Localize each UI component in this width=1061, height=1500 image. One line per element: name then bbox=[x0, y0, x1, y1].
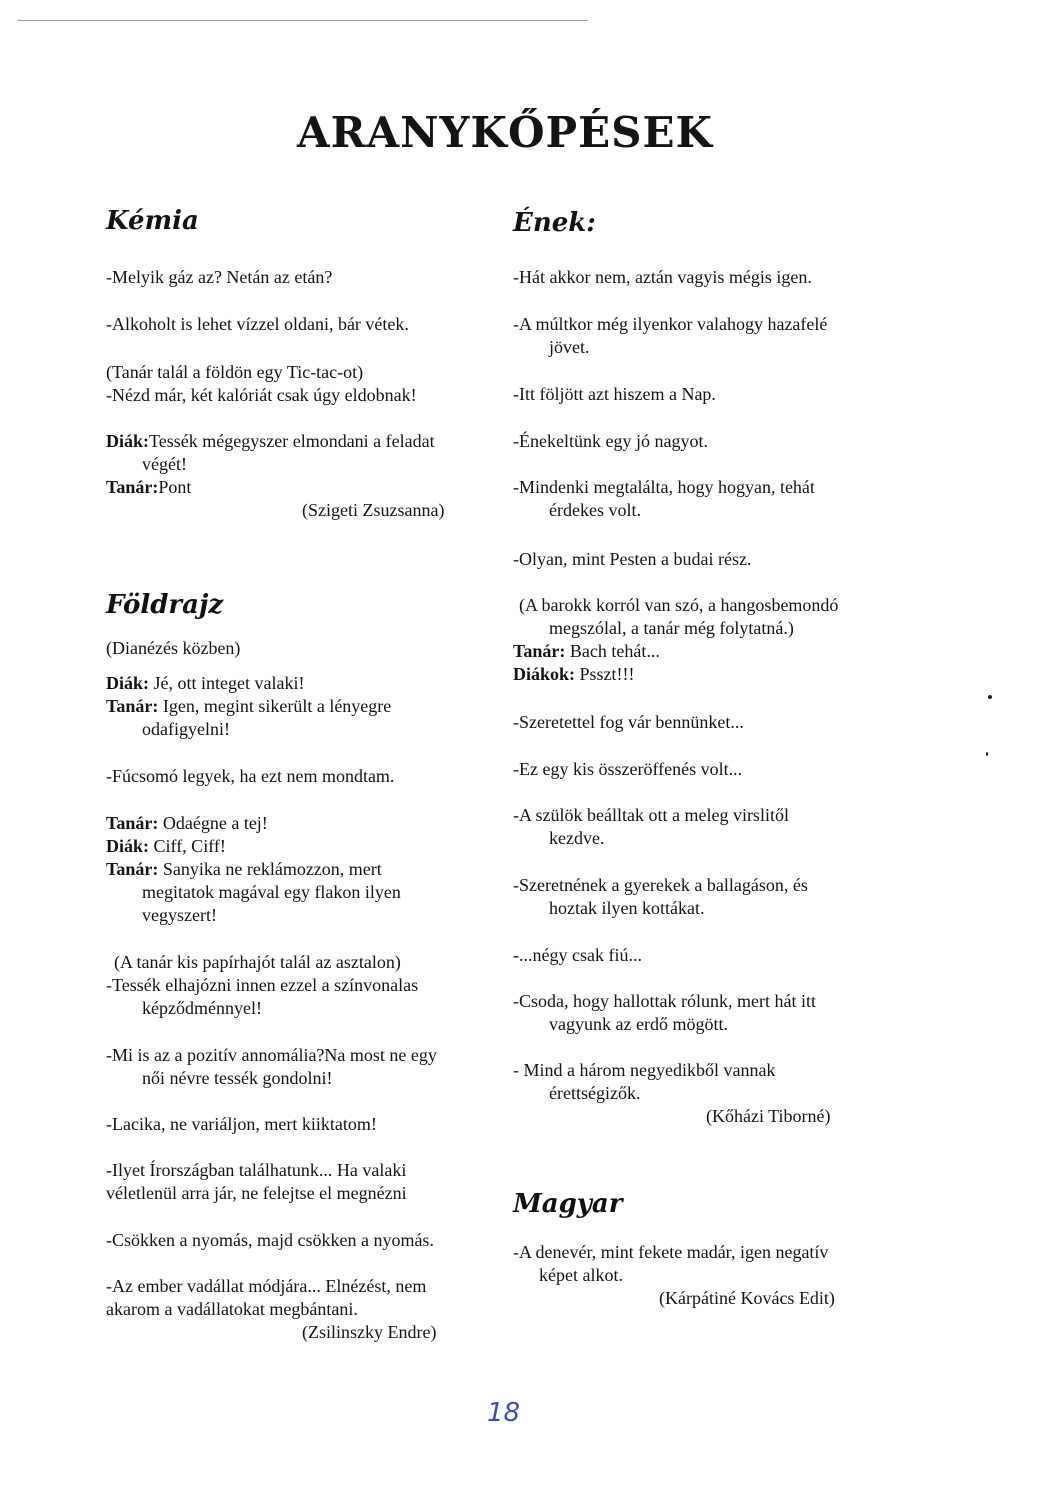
speaker-label: Diák: bbox=[106, 431, 150, 451]
author-signature: (Szigeti Zsuzsanna) bbox=[302, 500, 445, 520]
quote-line: kezdve. bbox=[549, 828, 605, 848]
speaker-label: Diák: bbox=[106, 673, 150, 693]
speech-text: Odaégne a tej! bbox=[158, 813, 268, 833]
quote-line: (A barokk korról van szó, a hangosbemondó bbox=[519, 595, 839, 615]
quote-line: megszólal, a tanár még folytatná.) bbox=[549, 618, 794, 638]
quote-line: -Tessék elhajózni innen ezzel a színvonalas bbox=[106, 975, 419, 995]
quote-line: vagyunk az erdő mögött. bbox=[549, 1014, 728, 1034]
scan-speck bbox=[988, 695, 992, 699]
speaker-label: Tanár: bbox=[106, 859, 159, 879]
quote-line: -Mindenki megtalálta, hogy hogyan, tehát bbox=[513, 477, 815, 497]
quote-line: érettségizők. bbox=[549, 1083, 641, 1103]
quote-line: (A tanár kis papírhajót talál az asztalon) bbox=[114, 952, 401, 972]
speech-text: Sanyika ne reklámozzon, mert bbox=[158, 859, 382, 879]
speaker-label: Tanár: bbox=[513, 641, 566, 661]
speaker-label: Tanár: bbox=[106, 477, 159, 497]
author-signature: (Kárpátiné Kovács Edit) bbox=[659, 1288, 835, 1308]
quote-line: jövet. bbox=[549, 337, 590, 357]
quote-line: -Ilyet Írországban találhatunk... Ha valaki bbox=[106, 1160, 407, 1180]
dialogue-line bbox=[106, 695, 391, 717]
quote-line: hoztak ilyen kottákat. bbox=[549, 898, 705, 918]
quote-line: -Csoda, hogy hallottak rólunk, mert hát itt bbox=[513, 991, 816, 1011]
quote-line: -A denevér, mint fekete madár, igen negatív bbox=[513, 1242, 829, 1262]
quote-line: -Szeretnének a gyerekek a ballagáson, és bbox=[513, 875, 808, 895]
scan-speck bbox=[986, 752, 988, 756]
quote-line: (Tanár talál a földön egy Tic-tac-ot) bbox=[106, 362, 364, 382]
dialogue-line bbox=[106, 812, 268, 834]
quote-line: odafigyelni! bbox=[142, 719, 230, 739]
dialogue-line bbox=[106, 858, 382, 880]
speaker-label: Diákok: bbox=[513, 664, 576, 684]
quote-line: végét! bbox=[142, 454, 187, 474]
speech-text: Tessék mégegyszer elmondani a feladat bbox=[149, 431, 435, 451]
dialogue-line bbox=[106, 476, 191, 498]
quote-line: -Nézd már, két kalóriát csak úgy eldobnak! bbox=[106, 385, 417, 405]
dialogue-line bbox=[513, 640, 660, 662]
quote-line: -Olyan, mint Pesten a budai rész. bbox=[513, 549, 752, 569]
quote-line: képződménnyel! bbox=[142, 998, 262, 1018]
quote-line: -Csökken a nyomás, majd csökken a nyomás. bbox=[106, 1230, 434, 1250]
speech-text: Bach tehát... bbox=[565, 641, 660, 661]
speaker-label: Diák: bbox=[106, 836, 150, 856]
quote-line: -Itt följött azt hiszem a Nap. bbox=[513, 384, 716, 404]
quote-line: -Melyik gáz az? Netán az etán? bbox=[106, 267, 333, 287]
quote-line: női névre tessék gondolni! bbox=[142, 1068, 333, 1088]
quote-line: -Fúcsomó legyek, ha ezt nem mondtam. bbox=[106, 766, 395, 786]
speech-text: Jé, ott integet valaki! bbox=[149, 673, 305, 693]
quote-line: -Szeretettel fog vár bennünket... bbox=[513, 712, 744, 732]
speech-text: Pont bbox=[158, 477, 192, 497]
quote-line: véletlenül arra jár, ne felejtse el megnézni bbox=[106, 1183, 407, 1203]
quote-line: érdekes volt. bbox=[549, 500, 641, 520]
quote-line: -Ez egy kis összeröffenés volt... bbox=[513, 759, 743, 779]
speech-text: Igen, megint sikerült a lényegre bbox=[158, 696, 392, 716]
quote-line: képet alkot. bbox=[539, 1265, 623, 1285]
speech-text: Psszt!!! bbox=[575, 664, 635, 684]
quote-line: -Lacika, ne variáljon, mert kiiktatom! bbox=[106, 1114, 377, 1134]
quote-line: - Mind a három negyedikből vannak bbox=[513, 1060, 776, 1080]
magyar-heading: Magyar bbox=[513, 1189, 623, 1219]
speaker-label: Tanár: bbox=[106, 696, 159, 716]
quote-line: (Dianézés közben) bbox=[106, 638, 241, 658]
quote-line: -Mi is az a pozitív annomália?Na most ne egy bbox=[106, 1045, 437, 1065]
kemia-heading: Kémia bbox=[106, 206, 199, 236]
page-number: 18 bbox=[487, 1398, 521, 1428]
quote-line: -...négy csak fiú... bbox=[513, 945, 642, 965]
speaker-label: Tanár: bbox=[106, 813, 159, 833]
quote-line: -Az ember vadállat módjára... Elnézést, nem bbox=[106, 1276, 427, 1296]
dialogue-line bbox=[106, 835, 226, 857]
quote-line: megitatok magával egy flakon ilyen bbox=[142, 882, 401, 902]
quote-line: -A szülök beálltak ott a meleg virslitől bbox=[513, 805, 789, 825]
page-title: ARANYKŐPÉSEK bbox=[297, 108, 713, 157]
quote-line: -Hát akkor nem, aztán vagyis mégis igen. bbox=[513, 267, 812, 287]
foldrajz-heading: Földrajz bbox=[106, 590, 224, 620]
quote-line: vegyszert! bbox=[142, 905, 217, 925]
speech-text: Ciff, Ciff! bbox=[149, 836, 226, 856]
dialogue-line bbox=[513, 663, 635, 685]
top-rule bbox=[18, 20, 588, 21]
author-signature: (Kőházi Tiborné) bbox=[706, 1106, 831, 1126]
dialogue-line bbox=[106, 672, 304, 694]
quote-line: -Alkoholt is lehet vízzel oldani, bár vétek. bbox=[106, 314, 409, 334]
quote-line: akarom a vadállatokat megbántani. bbox=[106, 1299, 358, 1319]
quote-line: -A múltkor még ilyenkor valahogy hazafelé bbox=[513, 314, 828, 334]
enek-heading: Ének: bbox=[513, 208, 596, 238]
author-signature: (Zsilinszky Endre) bbox=[302, 1322, 437, 1342]
quote-line: -Énekeltünk egy jó nagyot. bbox=[513, 431, 708, 451]
dialogue-line bbox=[106, 430, 435, 452]
